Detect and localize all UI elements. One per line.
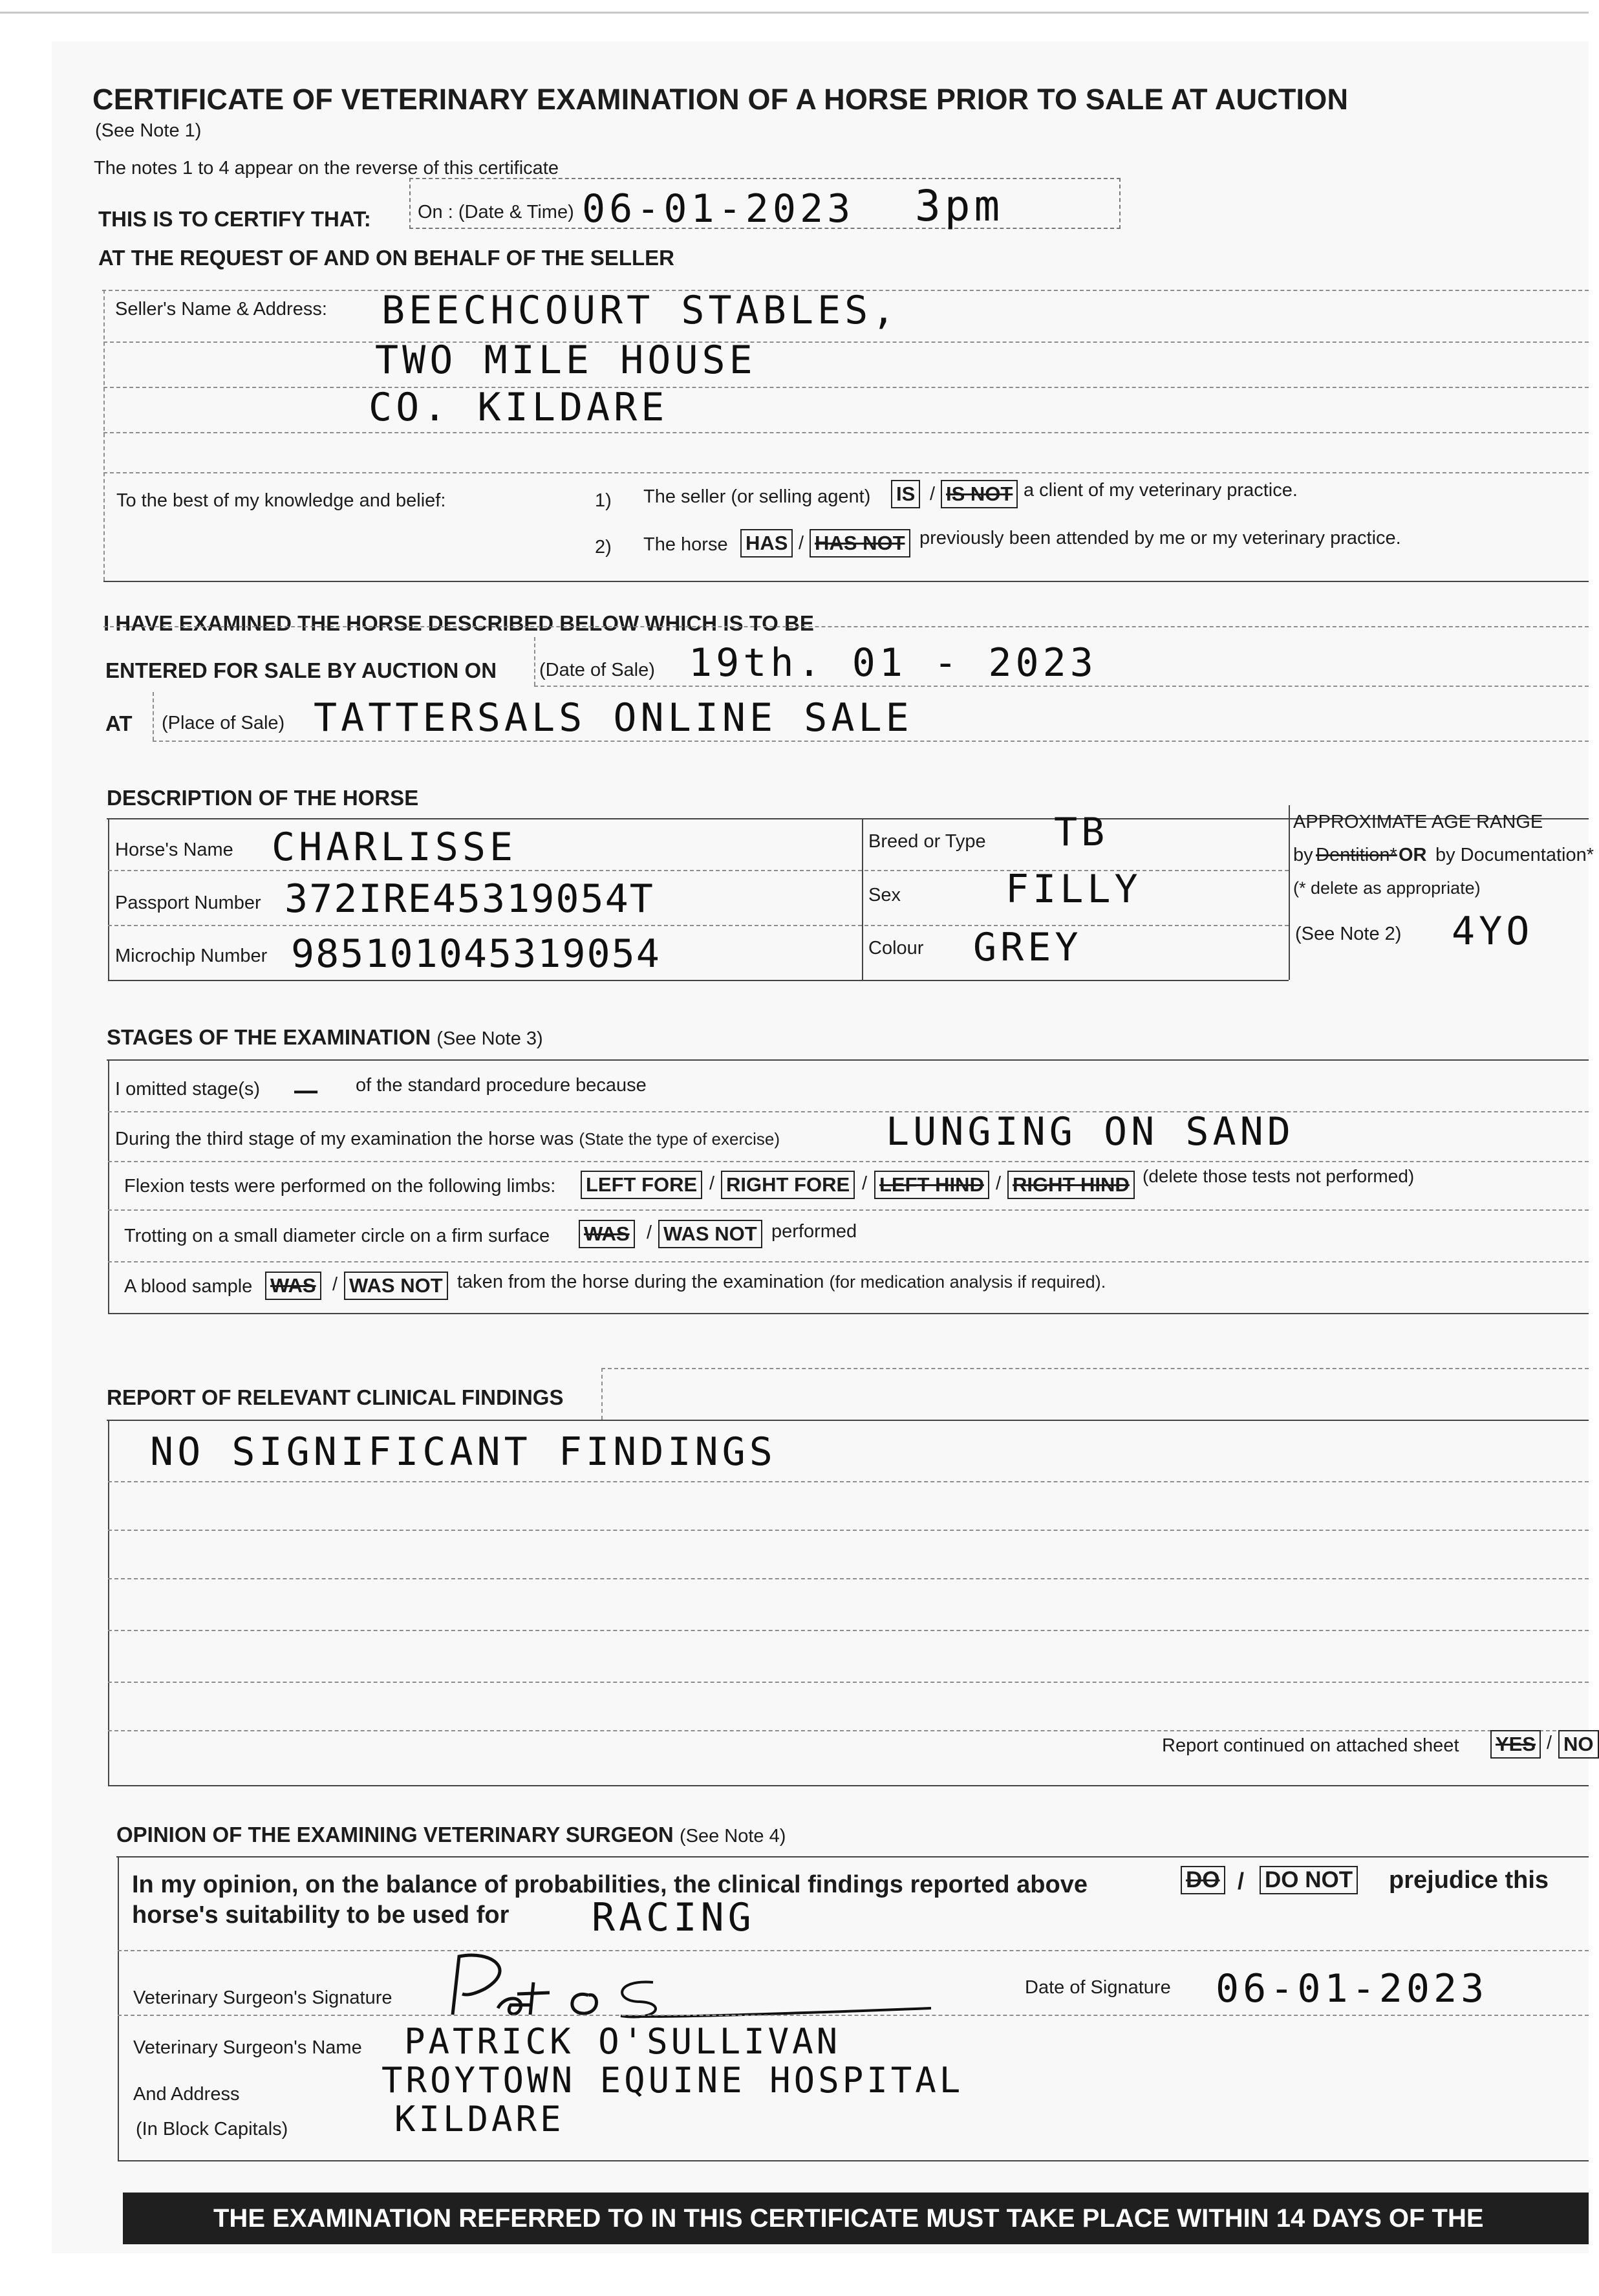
stage-rule-2 xyxy=(108,1161,1589,1162)
trot-post: performed xyxy=(771,1221,857,1242)
surgeon-address-2: KILDARE xyxy=(394,2099,564,2139)
stages-heading-wrap xyxy=(107,1025,543,1050)
opinion-heading-wrap xyxy=(116,1823,786,1847)
knowledge-label: To the best of my knowledge and belief: xyxy=(116,490,446,511)
slash: / xyxy=(1238,1868,1245,1894)
entered-label: ENTERED FOR SALE BY AUCTION ON xyxy=(105,658,497,682)
date-of-sale-label: (Date of Sale) xyxy=(539,660,655,680)
flexion-note: (delete those tests not performed) xyxy=(1143,1166,1415,1186)
continued-label: Report continued on attached sheet xyxy=(1162,1735,1459,1756)
blood-was-not[interactable]: WAS NOT xyxy=(344,1272,448,1300)
flexion-left-fore[interactable]: LEFT FORE xyxy=(581,1171,702,1199)
sex-value: FILLY xyxy=(1005,867,1142,912)
seller-line-3: CO. KILDARE xyxy=(369,385,669,430)
exam-time-value: 3pm xyxy=(915,181,1004,231)
slash: / xyxy=(647,1222,652,1243)
knowledge-item-2-post: previously been attended by me or my veterinary practice. xyxy=(919,528,1401,548)
date-of-sale-value: 19th. 01 - 2023 xyxy=(689,640,1097,686)
findings-top xyxy=(107,1420,1589,1421)
slash: / xyxy=(709,1173,715,1194)
seller-box-bottom xyxy=(103,581,1589,582)
surgeon-address-1: TROYTOWN EQUINE HOSPITAL xyxy=(381,2060,964,2101)
third-stage-note: (State the type of exercise) xyxy=(579,1129,780,1149)
has-option[interactable]: HAS xyxy=(740,529,793,558)
date-of-signature-value: 06-01-2023 xyxy=(1216,1966,1488,2011)
sex-label: Sex xyxy=(868,885,901,905)
examined-rule xyxy=(103,626,1589,627)
at-label: AT xyxy=(105,711,133,735)
place-of-sale-value: TATTERSALS ONLINE SALE xyxy=(314,695,913,741)
slash: / xyxy=(332,1274,338,1295)
seller-label: Seller's Name & Address: xyxy=(115,299,327,319)
request-label: AT THE REQUEST OF AND ON BEHALF OF THE SELLER xyxy=(98,246,674,270)
knowledge-item-1-post: a client of my veterinary practice. xyxy=(1024,480,1298,501)
stages-bottom xyxy=(108,1313,1589,1314)
seller-rule-4 xyxy=(103,472,1589,473)
scan-top-edge xyxy=(0,12,1589,14)
colour-label: Colour xyxy=(868,938,924,958)
desc-table-age xyxy=(1289,805,1290,980)
opinion-line-1-post: prejudice this xyxy=(1389,1867,1549,1894)
age-by: by xyxy=(1293,845,1313,865)
omitted-post: of the standard procedure because xyxy=(356,1075,647,1096)
findings-bottom xyxy=(108,1785,1589,1786)
colour-value: GREY xyxy=(973,925,1082,970)
stage-rule-3 xyxy=(108,1209,1589,1211)
stages-top xyxy=(107,1059,1589,1061)
stages-heading-note: (See Note 3) xyxy=(436,1028,543,1049)
description-heading: DESCRIPTION OF THE HORSE xyxy=(107,786,419,810)
slash: / xyxy=(1547,1733,1552,1753)
findings-text: NO SIGNIFICANT FINDINGS xyxy=(150,1429,777,1475)
omitted-value: – xyxy=(294,1067,322,1112)
horse-name-value: CHARLISSE xyxy=(272,825,517,870)
passport-label: Passport Number xyxy=(115,893,261,913)
blood-text xyxy=(457,1272,1106,1293)
findings-rule-4 xyxy=(108,1630,1589,1631)
opinion-heading: OPINION OF THE EXAMINING VETERINARY SURGEON xyxy=(116,1823,674,1847)
findings-heading-divider xyxy=(601,1368,603,1420)
certificate-title: CERTIFICATE OF VETERINARY EXAMINATION OF A HORSE PRIOR TO SALE AT AUCTION xyxy=(92,83,1349,116)
microchip-value: 985101045319054 xyxy=(291,931,661,977)
is-option[interactable]: IS xyxy=(891,480,920,508)
blood-was[interactable]: WAS xyxy=(265,1272,321,1300)
signature-label: Veterinary Surgeon's Signature xyxy=(133,1987,392,2008)
see-note-1: (See Note 1) xyxy=(95,120,202,141)
findings-heading: REPORT OF RELEVANT CLINICAL FINDINGS xyxy=(107,1385,564,1409)
knowledge-item-1-text: The seller (or selling agent) xyxy=(643,486,871,507)
date-sale-divider xyxy=(534,637,535,686)
slash: / xyxy=(996,1173,1002,1194)
flexion-label: Flexion tests were performed on the following limbs: xyxy=(124,1176,556,1197)
on-label: On : (Date & Time) xyxy=(418,202,574,222)
age-value: 4YO xyxy=(1452,909,1534,954)
opinion-use-value: RACING xyxy=(592,1895,755,1940)
trot-was-not[interactable]: WAS NOT xyxy=(658,1220,762,1248)
stages-heading: STAGES OF THE EXAMINATION xyxy=(107,1025,431,1049)
place-sale-rule xyxy=(153,741,1589,742)
passport-value: 372IRE45319054T xyxy=(284,876,654,922)
place-sale-divider xyxy=(153,692,154,741)
opinion-left xyxy=(118,1856,119,2160)
seller-line-2: TWO MILE HOUSE xyxy=(375,338,757,383)
breed-label: Breed or Type xyxy=(868,831,986,852)
blood-note: (for medication analysis if required). xyxy=(829,1272,1106,1292)
age-heading: APPROXIMATE AGE RANGE xyxy=(1293,812,1543,832)
signature-rule xyxy=(118,2015,1589,2016)
age-or: OR xyxy=(1399,845,1427,865)
has-not-option[interactable]: HAS NOT xyxy=(810,529,910,558)
blood-label: A blood sample xyxy=(124,1276,253,1297)
block-capitals-label: (In Block Capitals) xyxy=(136,2119,288,2139)
opinion-top xyxy=(116,1856,1589,1857)
desc-table-mid xyxy=(862,818,863,980)
stage-rule-4 xyxy=(108,1261,1589,1262)
seller-rule-2 xyxy=(103,387,1589,388)
blood-post: taken from the horse during the examination xyxy=(457,1272,824,1292)
continued-yes[interactable]: YES xyxy=(1490,1730,1541,1759)
examined-label: I HAVE EXAMINED THE HORSE DESCRIBED BELOW WHICH IS TO BE xyxy=(103,611,814,635)
findings-heading-rule xyxy=(601,1368,1589,1369)
findings-rule-2 xyxy=(108,1530,1589,1531)
age-delete-note: (* delete as appropriate) xyxy=(1293,878,1481,898)
age-documentation[interactable]: by Documentation* xyxy=(1435,845,1594,865)
horse-name-label: Horse's Name xyxy=(115,839,233,860)
opinion-line-2: horse's suitability to be used for xyxy=(132,1901,510,1929)
seller-line-1: BEECHCOURT STABLES, xyxy=(381,288,899,333)
opinion-heading-note: (See Note 4) xyxy=(679,1826,786,1847)
surgeon-name-value: PATRICK O'SULLIVAN xyxy=(404,2021,841,2062)
flexion-right-hind[interactable]: RIGHT HIND xyxy=(1007,1171,1135,1199)
knowledge-item-2-num: 2) xyxy=(595,537,612,558)
stage-rule-1 xyxy=(108,1111,1589,1112)
stages-left xyxy=(108,1059,109,1313)
slash: / xyxy=(799,533,804,554)
seller-rule-1 xyxy=(103,341,1589,343)
desc-row-2 xyxy=(108,925,1289,926)
opinion-do[interactable]: DO xyxy=(1181,1866,1225,1894)
knowledge-item-1-num: 1) xyxy=(595,490,612,511)
desc-table-bottom xyxy=(108,980,1289,981)
seller-box-left xyxy=(103,290,105,581)
flexion-left-hind[interactable]: LEFT HIND xyxy=(874,1171,989,1199)
opinion-bottom xyxy=(118,2160,1589,2161)
exam-date-value: 06-01-2023 xyxy=(582,186,855,232)
opinion-do-not[interactable]: DO NOT xyxy=(1260,1866,1358,1894)
age-see-note: (See Note 2) xyxy=(1295,924,1402,944)
trot-was[interactable]: WAS xyxy=(579,1220,635,1248)
third-stage-text: During the third stage of my examination the horse was xyxy=(115,1129,574,1149)
surgeon-address-label: And Address xyxy=(133,2084,240,2105)
slash: / xyxy=(862,1173,868,1194)
opinion-line-1: In my opinion, on the balance of probabilities, the clinical findings reported above xyxy=(132,1871,1088,1898)
findings-rule-1 xyxy=(108,1481,1589,1482)
exercise-value: LUNGING ON SAND xyxy=(886,1109,1294,1154)
age-dentition[interactable]: Dentition* xyxy=(1316,845,1397,865)
place-of-sale-label: (Place of Sale) xyxy=(162,713,285,733)
certify-label: THIS IS TO CERTIFY THAT: xyxy=(98,207,371,231)
microchip-label: Microchip Number xyxy=(115,946,268,966)
findings-rule-5 xyxy=(108,1682,1589,1683)
findings-rule-6 xyxy=(108,1730,1589,1731)
seller-rule-3 xyxy=(103,432,1589,433)
flexion-right-fore[interactable]: RIGHT FORE xyxy=(721,1171,855,1199)
trot-label: Trotting on a small diameter circle on a firm surface xyxy=(124,1226,550,1246)
is-not-option[interactable]: IS NOT xyxy=(941,480,1018,508)
omitted-pre: I omitted stage(s) xyxy=(115,1079,261,1099)
surgeon-name-label: Veterinary Surgeon's Name xyxy=(133,2037,362,2058)
date-sale-rule xyxy=(534,686,1589,687)
continued-no[interactable]: NO xyxy=(1558,1730,1599,1759)
footer-banner: THE EXAMINATION REFERRED TO IN THIS CERTIFICATE MUST TAKE PLACE WITHIN 14 DAYS OF THE AUCTION xyxy=(123,2193,1589,2244)
knowledge-item-2-text: The horse xyxy=(643,534,728,555)
findings-rule-3 xyxy=(108,1578,1589,1579)
date-of-signature-label: Date of Signature xyxy=(1025,1977,1171,1998)
notes-line: The notes 1 to 4 appear on the reverse of this certificate xyxy=(94,158,559,179)
desc-table-left xyxy=(108,818,109,980)
slash: / xyxy=(930,484,936,504)
breed-value: TB xyxy=(1054,810,1109,855)
third-stage-label xyxy=(115,1129,780,1150)
